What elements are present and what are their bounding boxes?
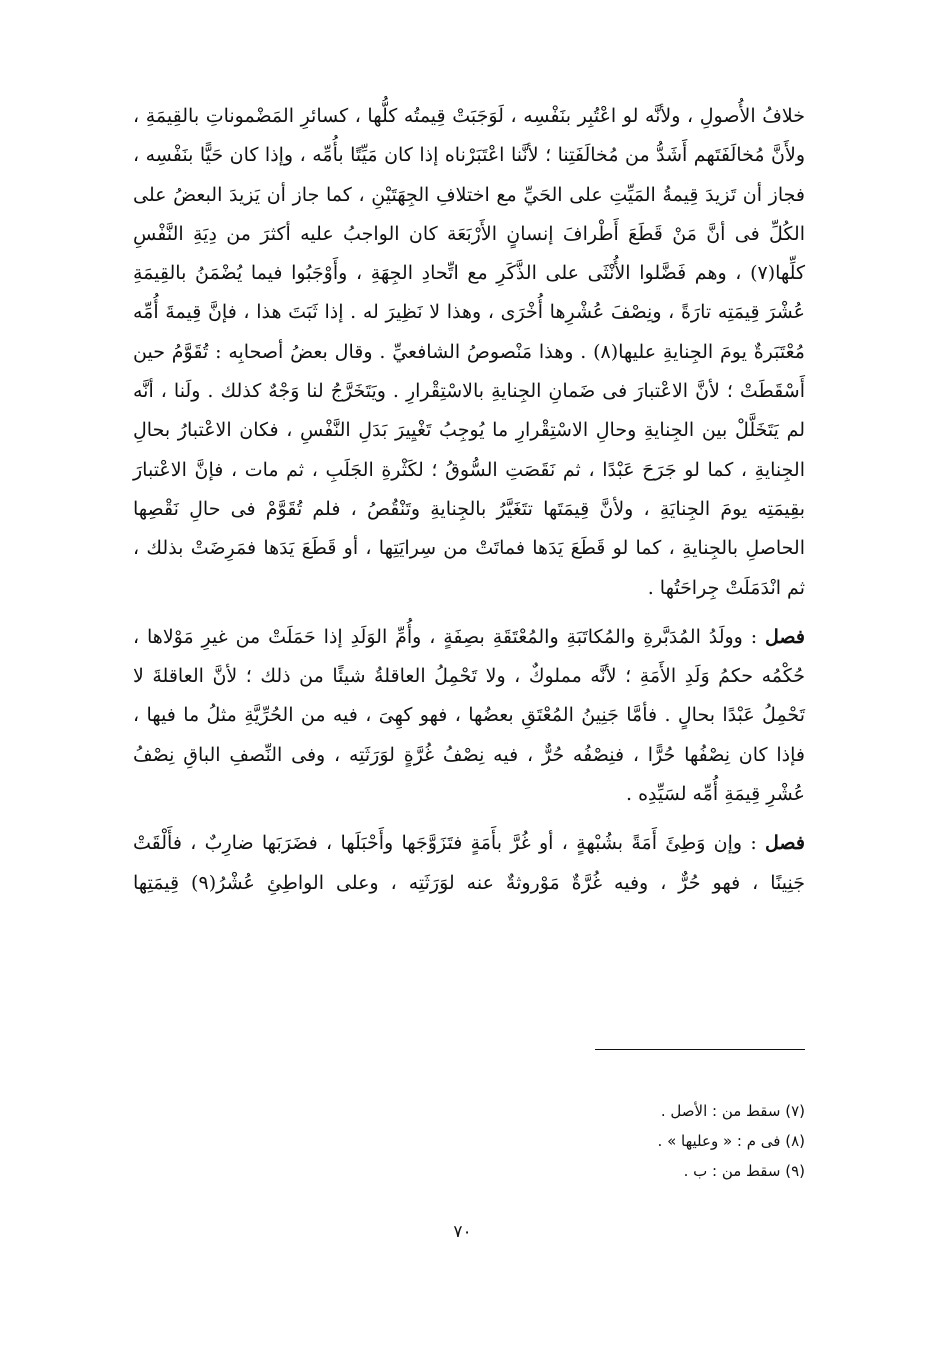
paragraph-text: : وولَدُ المُدَبَّرةِ والمُكاتَبَةِ والمُعْتَقَةِ بصِفَةٍ ، وأُمِّ الوَلَدِ إذا حَمَلَتْ من غيرِ مَوْلاها ، حُكْمُه حكمُ وَلَدِ الأَمَةِ ؛ لأنَّه مملوكٌ ، ولا تَحْمِلُ العاقلةُ شيئًا من ذلك ؛ لأنَّ العاقلةَ لا تَحْمِلُ عَبْدًا بحالٍ . فأمَّا جَنِينُ المُعْتَقِ بعضُها ، فهو كهِىَ ، فيه من الحُرِّيَّةِ مثلُ ما فيها ، فإذا كان نِصْفُها حُرًّا ، فنِصْفُه حُرٌّ ، فيه نِصْفُ غُرَّةٍ لوَرَثَتِه ، وفى النِّصفِ الباقِ نِصْفُ عُشْرِ قِيمَةِ أُمِّه لسَيِّدِه .	[133, 625, 805, 806]
footnote-9: (٩) سقط من : ب .	[683, 1162, 805, 1180]
footnote-7: (٧) سقط من : الأصل .	[660, 1102, 805, 1120]
section-label: فصل	[765, 625, 805, 648]
paragraph-text: : وإن وَطِئَ أَمَةً بشُبْهةٍ ، أو غُرَّ بأَمَةٍ فتَزَوَّجَها وأَحْبَلَها ، فضَرَبَها ضارِبٌ ، فأَلْقَتْ جَنِينًا ، فهو حُرٌّ ، وفيه غُرَّةٌ مَوْروثةٌ عنه لوَرَثَتِه ، وعلى الواطِئِ عُشْرُ(٩) قِيمَتِها	[133, 832, 805, 894]
footnotes	[133, 1096, 805, 1186]
main-text	[133, 97, 805, 903]
paragraph-1	[133, 97, 805, 608]
section-label: فصل	[765, 832, 805, 855]
paragraph-gap	[133, 608, 805, 618]
footnote-separator	[595, 1049, 805, 1050]
footnote-8: (٨) فى م : « وعليها » .	[657, 1132, 805, 1150]
paragraph-3	[133, 824, 805, 903]
paragraph-gap	[133, 814, 805, 824]
paragraph-2	[133, 618, 805, 814]
page-number: ٧٠	[453, 1222, 472, 1242]
paragraph-text: خلافُ الأُصولِ ، ولأنَّه لو اعْتُبِر بنَفْسِه ، لَوَجَبَتْ قِيمتُه كلُّها ، كسائرِ المَضْموناتِ بالقِيمَةِ ، ولأَنَّ مُخالَفَتَهم أَشَدُّ من مُخالَفَتِنا ؛ لأنَّنا اعْتَبَرْناه إذا كان مَيِّتًا بأُمِّه ، وإذا كان حَيًّا بنَفْسِه ، فجاز أن تَزيدَ قِيمةُ المَيِّتِ على الحَيِّ مع اختلافِ الجِهَتَيْنِ ، كما جاز أن يَزيدَ البعضُ على الكُلِّ فى أنَّ مَنْ قَطَعَ أَطْرافَ إنسانٍ الأَرْبَعَة كان الواجبُ عليه أكثرَ من دِيَةِ النَّفْسِ كلِّها(٧) ، وهم فَضَّلوا الأُنْثَى على الذَّكَرِ مع اتِّحادِ الجِهَةِ ، وأَوْجَبُوا فيما يُضْمَنُ بالقِيمَةِ عُشْرَ قِيمَتِه تارَةً ، ونِصْفَ عُشْرِها أُخْرَى ، وهذا لا نَظِيرَ له . إذا ثَبَتَ هذا ، فإنَّ قِيمةَ أُمِّه مُعْتَبَرةٌ يومَ الجِنايةِ عليها(٨) . وهذا مَنْصوصُ الشافعيِّ . وقال بعضُ أصحابِه : تُقَوَّمُ حين أَسْقَطَتْ ؛ لأنَّ الاعْتبارَ فى ضَمانِ الجِنايةِ بالاسْتِقْرارِ . ويَتَخَرَّجُ لنا وَجْهٌ كذلك . ولَنا ، أنَّه لم يَتَخَلَّلْ بين الجِنايةِ وحالِ الاسْتِقْرارِ ما يُوجِبُ تَغْيِيرَ بَدَلِ النَّفْسِ ، فكان الاعْتبارُ بحالِ الجِنايةِ ، كما لو جَرَحَ عَبْدًا ، ثم نَقَصَتِ السُّوقُ ؛ لكَثْرةِ الجَلَبِ ، ثم مات ، فإنَّ الاعْتبارَ بقِيمَتِه يومَ الجِنايَةِ ، ولأنَّ قِيمَتَها تتَغَيَّرُ بالجِنايةِ وتَنْقُصُ ، فلم تُقَوَّمْ فى حالِ نَقْصِها الحاصلِ بالجِنايةِ ، كما لو قَطَعَ يَدَها فماتَتْ من سِرايَتِها ، أو قَطَعَ يَدَها فمَرِضَتْ بذلك ، ثم انْدَمَلَتْ جِراحَتُها .	[133, 105, 805, 599]
